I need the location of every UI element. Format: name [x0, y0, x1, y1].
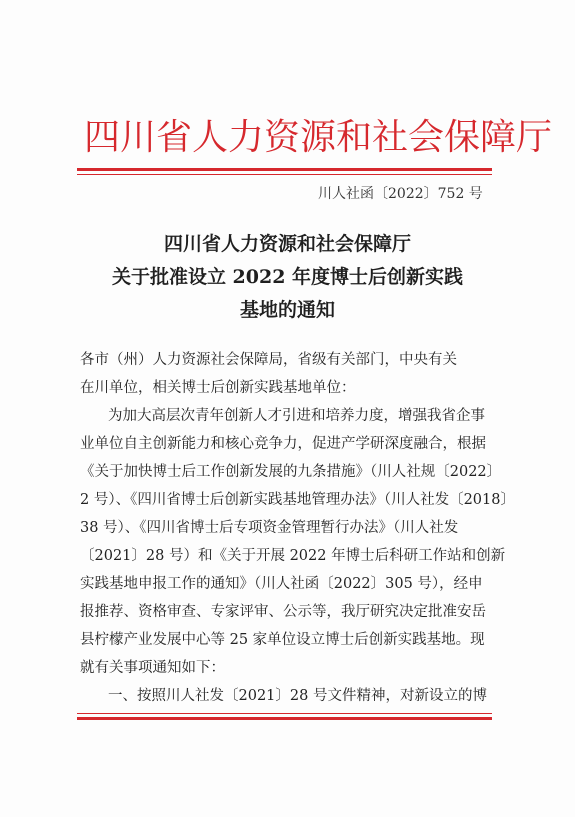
body-line: 38 号）、《四川省博士后专项资金管理暂行办法》（川人社发	[80, 520, 459, 536]
header-red-rule-thick	[77, 168, 492, 171]
body-line: 业单位自主创新能力和核心竞争力，促进产学研深度融合，根据	[80, 436, 486, 452]
body-line: 为加大高层次青年创新人才引进和培养力度，增强我省企事	[108, 408, 485, 424]
title-line-2: 关于批准设立 2022 年度博士后创新实践	[111, 266, 464, 288]
header-red-rule-thin	[77, 174, 492, 175]
body-line: 报推荐、资格审查、专家评审、公示等，我厅研究决定批准安岳	[80, 604, 486, 620]
body-line: 实践基地申报工作的通知》（川人社函〔2022〕305 号），经申	[80, 576, 483, 592]
body-line: 〔2021〕28 号）和《关于开展 2022 年博士后科研工作站和创新	[80, 548, 506, 564]
body-line: 在川单位，相关博士后创新实践基地单位：	[80, 380, 356, 396]
title-line-1: 四川省人力资源和社会保障厅	[163, 233, 411, 255]
body-line: 各市（州）人力资源社会保障局，省级有关部门，中央有关	[80, 352, 457, 368]
body-line: 县柠檬产业发展中心等 25 家单位设立博士后创新实践基地。现	[80, 632, 485, 648]
issuing-authority-header: 四川省人力资源和社会保障厅	[84, 117, 553, 158]
title-line-3: 基地的通知	[239, 299, 335, 321]
body-line: 就有关事项通知如下：	[80, 660, 225, 676]
body-line: 《关于加快博士后工作创新发展的九条措施》（川人社规〔2022〕	[80, 464, 502, 480]
footer-red-rule-thick	[77, 717, 492, 720]
body-line: 2 号）、《四川省博士后创新实践基地管理办法》（川人社发〔2018〕	[80, 492, 515, 508]
footer-red-rule-thin	[77, 713, 492, 714]
document-number: 川人社函〔2022〕752 号	[318, 186, 483, 202]
body-line: 一、按照川人社发〔2021〕28 号文件精神，对新设立的博	[108, 688, 487, 704]
